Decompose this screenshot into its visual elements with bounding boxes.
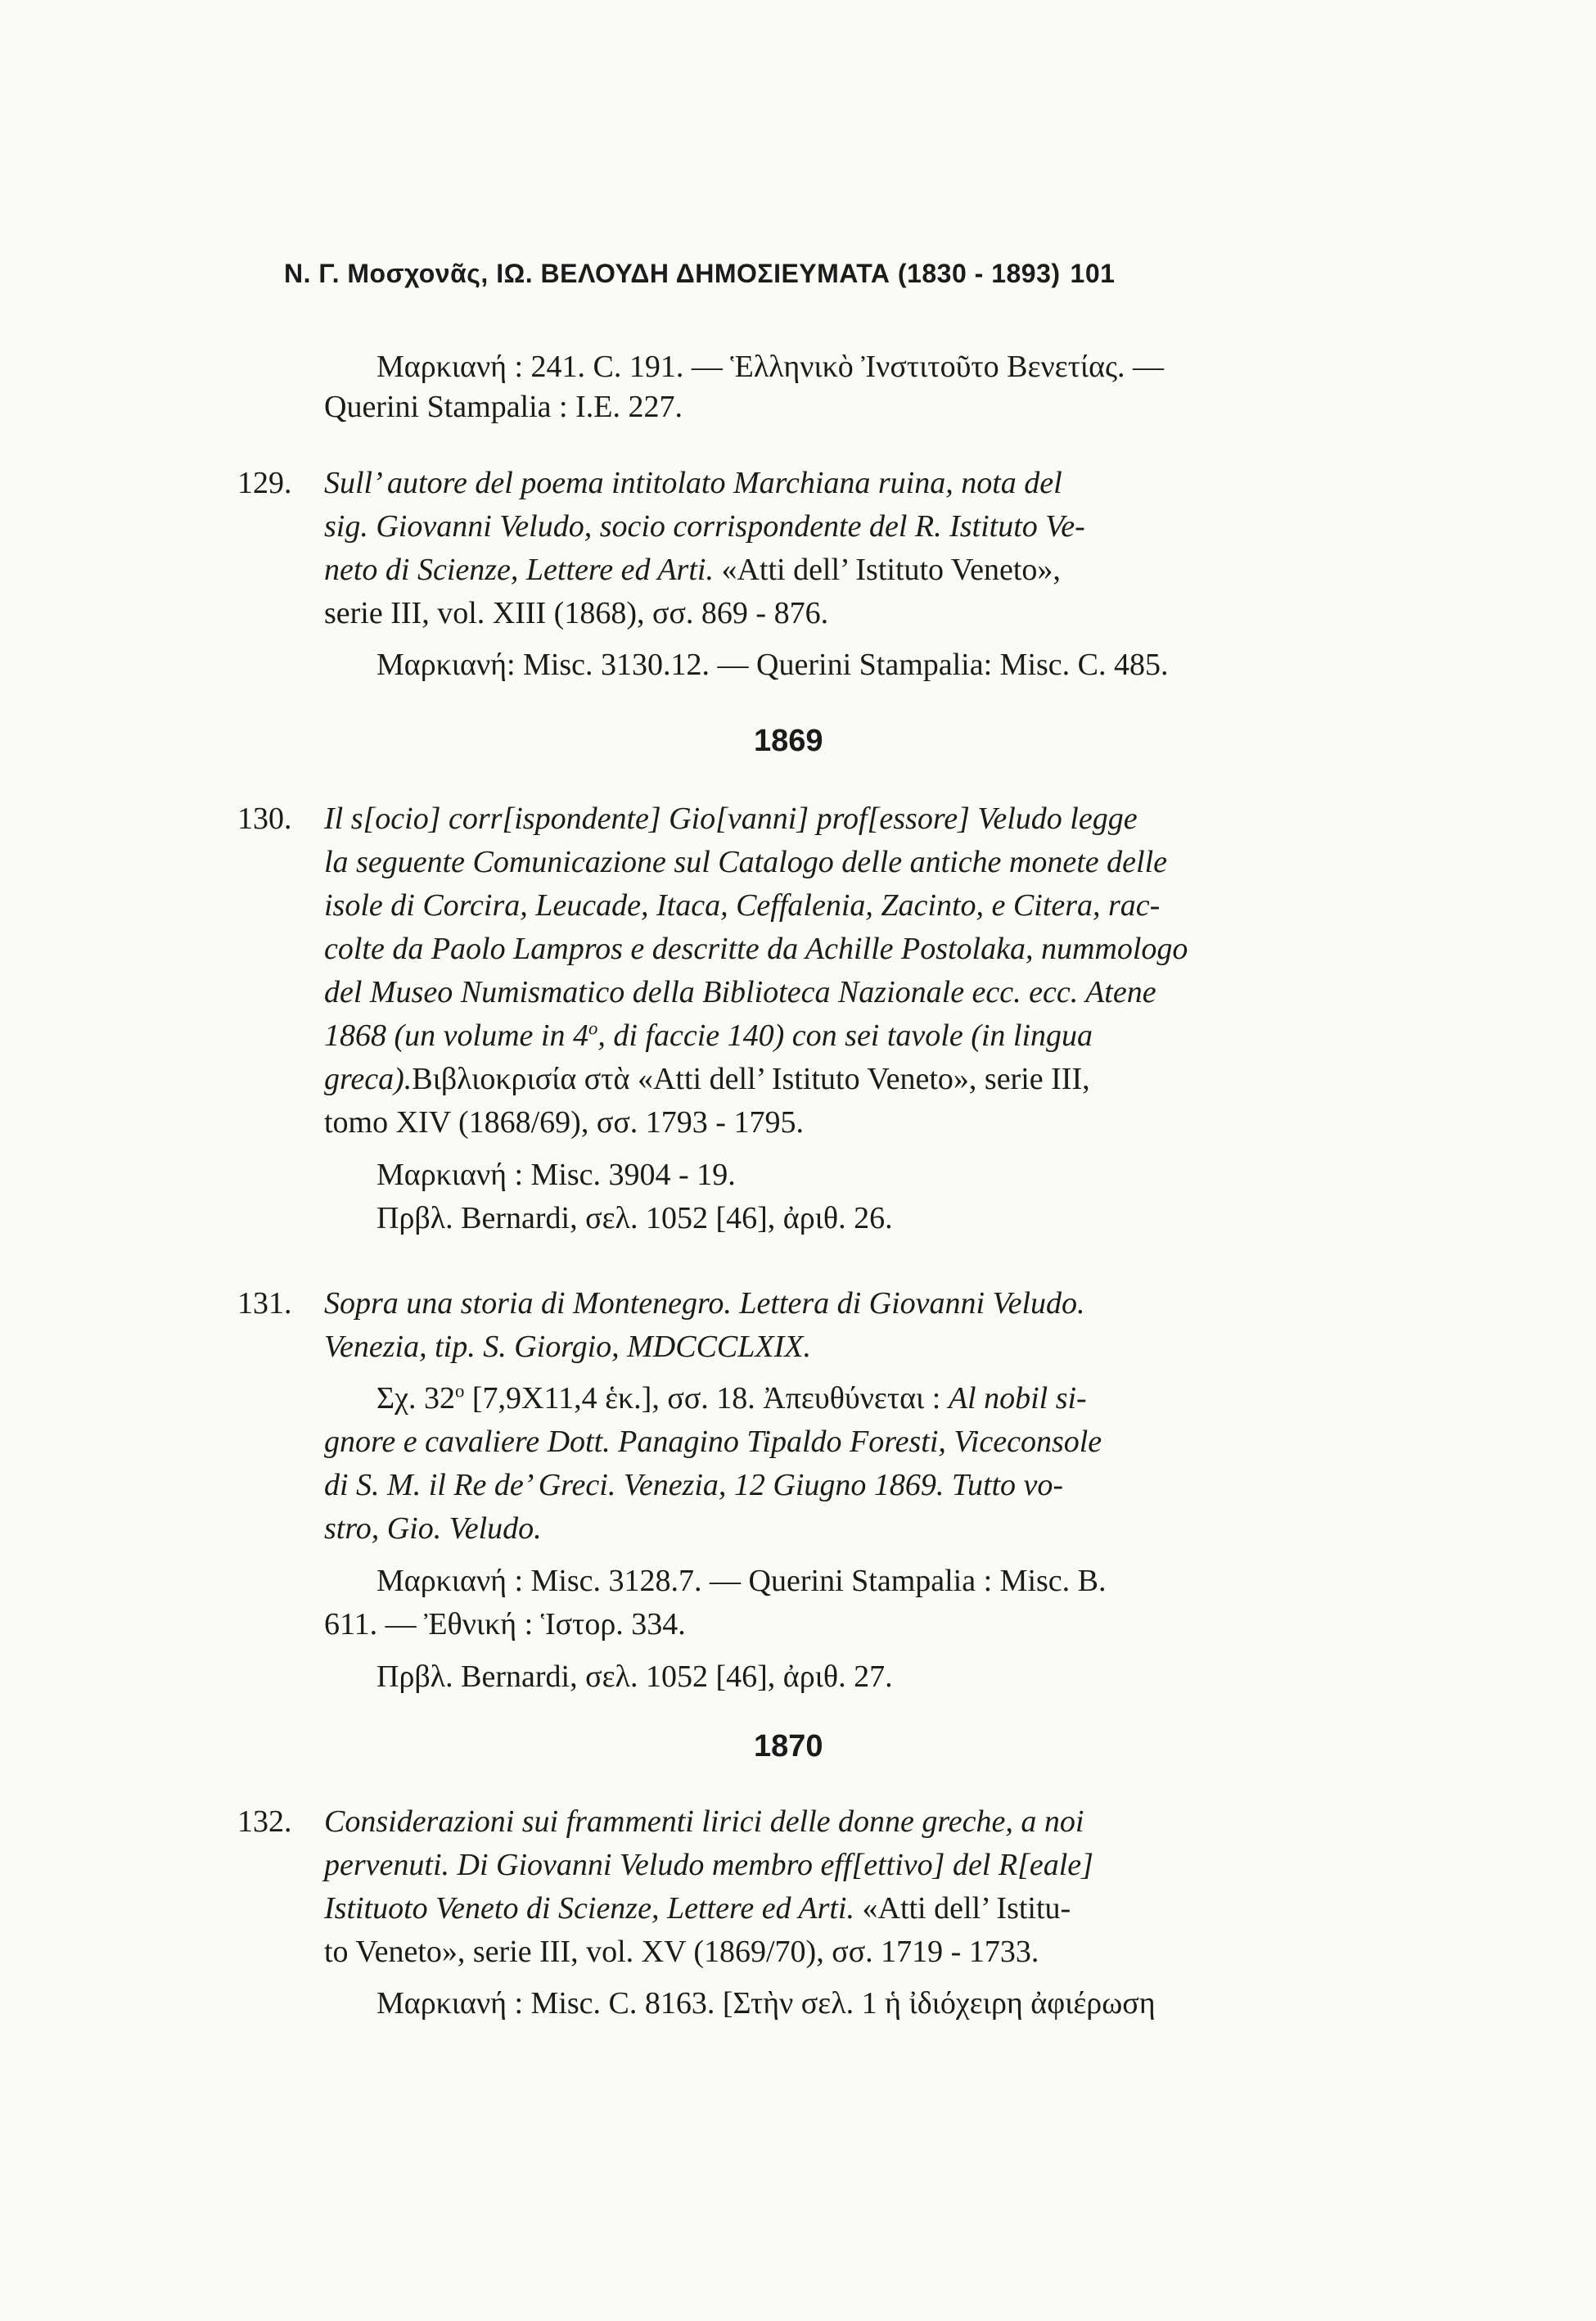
entry-130-line-5: del Museo Numismatico della Biblioteca Nazionale ecc. ecc. Atene: [324, 975, 1156, 1009]
entry-129-line-5: Μαρκιανή: Misc. 3130.12. — Querini Stampalia: Misc. C. 485.: [376, 648, 1169, 682]
entry-131-line-1: Sopra una storia di Montenegro. Lettera di Giovanni Veludo.: [324, 1286, 1085, 1321]
entry-130-line-6: 1868 (un volume in 4$^o$, di faccie 140) con sei tavole (in lingua: [324, 1018, 1093, 1053]
entry-129-line-1: Sull’ autore del poema intitolato Marchiana ruina, nota del: [324, 466, 1062, 500]
running-header: [284, 259, 1323, 289]
entry-129-line-4: serie III, vol. XIII (1868), σσ. 869 - 876.: [324, 596, 829, 630]
entry-131-line-8: 611. — Ἐθνική : Ἱστορ. 334.: [324, 1607, 686, 1641]
entry-number: 129.: [237, 466, 292, 500]
entry-131-line-2: Venezia, tip. S. Giorgio, MDCCCLXIX.: [324, 1330, 811, 1364]
entry-number: 130.: [237, 802, 292, 836]
entry-130-line-7: greca).Βιβλιοκρισία στὰ «Atti dell’ Istituto Veneto», serie III,: [324, 1062, 1090, 1096]
entry-132-line-2: pervenuti. Di Giovanni Veludo membro eff[ettivo] del R[eale]: [324, 1848, 1093, 1882]
entry-132-line-5: Μαρκιανή : Misc. C. 8163. [Στὴν σελ. 1 ἡ ἰδιόχειρη ἀφιέρωση: [376, 1986, 1156, 2021]
entry-131-line-9: Πρβλ. Bernardi, σελ. 1052 [46], ἀριθ. 27.: [376, 1659, 893, 1694]
page-number: 101: [1070, 259, 1116, 288]
entry-132-line-3: Istituoto Veneto di Scienze, Lettere ed Arti. «Atti dell’ Istitu-: [324, 1891, 1071, 1926]
entry-131-line-3: Σχ. $32^o$ [7,9X11,4 ἑκ.], σσ. 18. Ἀπευθύνεται : Al nobil si-: [376, 1380, 1087, 1416]
entry-130-line-2: la seguente Comunicazione sul Catalogo delle antiche monete delle: [324, 845, 1168, 879]
entry-130-line-9: Μαρκιανή : Misc. 3904 - 19.: [376, 1158, 736, 1192]
entry-132-line-1: Considerazioni sui frammenti lirici delle donne greche, a noi: [324, 1804, 1084, 1839]
entry-129-line-3: neto di Scienze, Lettere ed Arti. «Atti dell’ Istituto Veneto»,: [324, 553, 1061, 587]
intro-line-2: Querini Stampalia : I.E. 227.: [324, 390, 683, 424]
entry-130-line-10: Πρβλ. Bernardi, σελ. 1052 [46], ἀριθ. 26.: [376, 1201, 893, 1235]
entry-131-line-4: gnore e cavaliere Dott. Panagino Tipaldo Foresti, Viceconsole: [324, 1425, 1102, 1459]
entry-130-line-3: isole di Corcira, Leucade, Itaca, Ceffalenia, Zacinto, e Citera, rac-: [324, 888, 1161, 923]
year-heading: 1869: [754, 724, 823, 758]
entry-number: 131.: [237, 1286, 292, 1321]
entry-number: 132.: [237, 1804, 292, 1839]
header-title: Ν. Γ. Μοσχονᾶς, ΙΩ. ΒΕΛΟΥΔΗ ΔΗΜΟΣΙΕΥΜΑΤΑ (1830 - 1893): [284, 259, 1061, 288]
intro-line-1: Μαρκιανή : 241. C. 191. — Ἑλληνικὸ Ἰνστιτοῦτο Βενετίας. —: [376, 350, 1165, 384]
entry-130-line-8: tomo XIV (1868/69), σσ. 1793 - 1795.: [324, 1105, 804, 1140]
entry-132-line-4: to Veneto», serie III, vol. XV (1869/70), σσ. 1719 - 1733.: [324, 1935, 1039, 1969]
year-heading: 1870: [754, 1729, 823, 1763]
entry-130-line-1: Il s[ocio] corr[ispondente] Gio[vanni] prof[essore] Veludo legge: [324, 802, 1138, 836]
entry-130-line-4: colte da Paolo Lampros e descritte da Achille Postolaka, nummologo: [324, 932, 1188, 966]
entry-131-line-7: Μαρκιανή : Misc. 3128.7. — Querini Stampalia : Misc. B.: [376, 1564, 1107, 1598]
entry-131-line-6: stro, Gio. Veludo.: [324, 1511, 542, 1546]
entry-131-line-5: di S. M. il Re de’ Greci. Venezia, 12 Giugno 1869. Tutto vo-: [324, 1468, 1064, 1502]
entry-129-line-2: sig. Giovanni Veludo, socio corrispondente del R. Istituto Ve-: [324, 509, 1085, 544]
